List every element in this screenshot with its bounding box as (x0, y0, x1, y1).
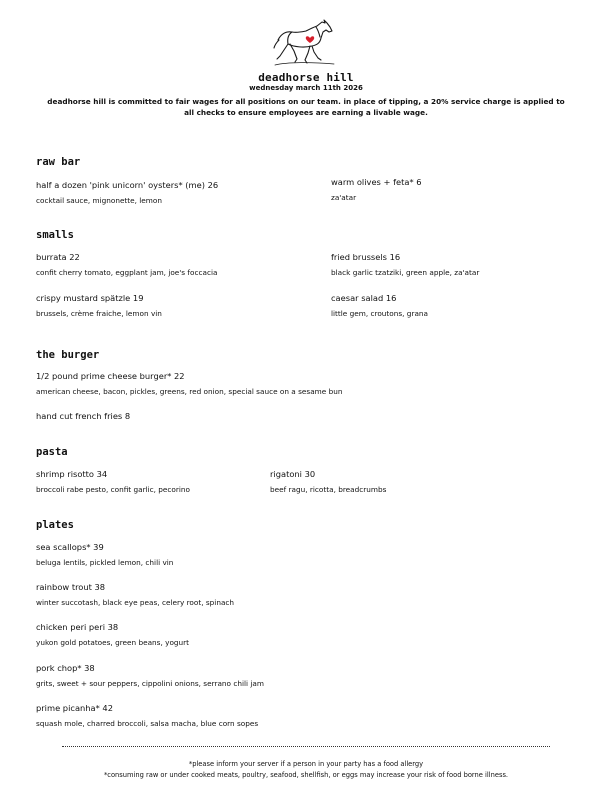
menu-date: wednesday march 11th 2026 (249, 84, 363, 92)
menu-item-name: hand cut french fries 8 (36, 411, 131, 421)
section-title-burger: the burger (36, 349, 100, 361)
section-title-plates: plates (36, 519, 74, 531)
menu-item-name: prime picanha* 42 (36, 703, 113, 713)
menu-item-desc: beef ragu, ricotta, breadcrumbs (270, 485, 387, 494)
menu-item-name: rigatoni 30 (270, 469, 316, 479)
menu-item-desc: grits, sweet + sour peppers, cippolini onions, serrano chili jam (36, 679, 264, 688)
menu-item-desc: confit cherry tomato, eggplant jam, joe's foccacia (36, 268, 218, 277)
menu-item-name: 1/2 pound prime cheese burger* 22 (36, 371, 185, 381)
menu-item-desc: cocktail sauce, mignonette, lemon (36, 196, 162, 205)
service-charge-policy (34, 96, 578, 118)
menu-item-name: shrimp risotto 34 (36, 469, 108, 479)
menu-item-desc: squash mole, charred broccoli, salsa macha, blue corn sopes (36, 719, 259, 728)
menu-item-name: fried brussels 16 (331, 252, 401, 262)
section-title-pasta: pasta (36, 446, 68, 458)
policy-line: all checks to ensure employees are earning a livable wage. (184, 108, 428, 117)
menu-item-desc: yukon gold potatoes, green beans, yogurt (36, 638, 190, 647)
section-title-raw-bar: raw bar (36, 156, 81, 168)
menu-item-name: warm olives + feta* 6 (331, 177, 422, 187)
menu-item-desc: winter succotash, black eye peas, celery root, spinach (36, 598, 235, 607)
menu-item-name: pork chop* 38 (36, 663, 95, 673)
footer-divider (62, 746, 550, 747)
menu-item-desc: broccoli rabe pesto, confit garlic, pecorino (36, 485, 190, 494)
menu-item-name: chicken peri peri 38 (36, 622, 119, 632)
raw-food-warning: *consuming raw or under cooked meats, poultry, seafood, shellfish, or eggs may increase your risk of food borne illness. (103, 771, 509, 779)
menu-item-desc: black garlic tzatziki, green apple, za'atar (331, 268, 480, 277)
menu-item-desc: american cheese, bacon, pickles, greens, red onion, special sauce on a sesame bun (36, 387, 343, 396)
menu-item-name: rainbow trout 38 (36, 582, 106, 592)
restaurant-name: deadhorse hill (258, 71, 354, 84)
menu-item-desc: brussels, crème fraiche, lemon vin (36, 309, 162, 318)
menu-item-desc: beluga lentils, pickled lemon, chili vin (36, 558, 174, 567)
menu-item-desc: za'atar (331, 193, 357, 202)
menu-item-name: sea scallops* 39 (36, 542, 104, 552)
menu-item-name: half a dozen 'pink unicorn' oysters* (me) 26 (36, 180, 219, 190)
menu-item-desc: little gem, croutons, grana (331, 309, 429, 318)
allergy-note: *please inform your server if a person in your party has a food allergy (188, 760, 424, 768)
menu-item-name: burrata 22 (36, 252, 80, 262)
policy-line: deadhorse hill is committed to fair wages for all positions on our team. in place of tipping, a 20% service charge is applied to (47, 97, 565, 106)
section-title-smalls: smalls (36, 229, 74, 241)
heart-icon (306, 36, 314, 43)
menu-item-name: crispy mustard spätzle 19 (36, 293, 144, 303)
menu-item-name: caesar salad 16 (331, 293, 397, 303)
horse-logo-icon (272, 18, 338, 68)
